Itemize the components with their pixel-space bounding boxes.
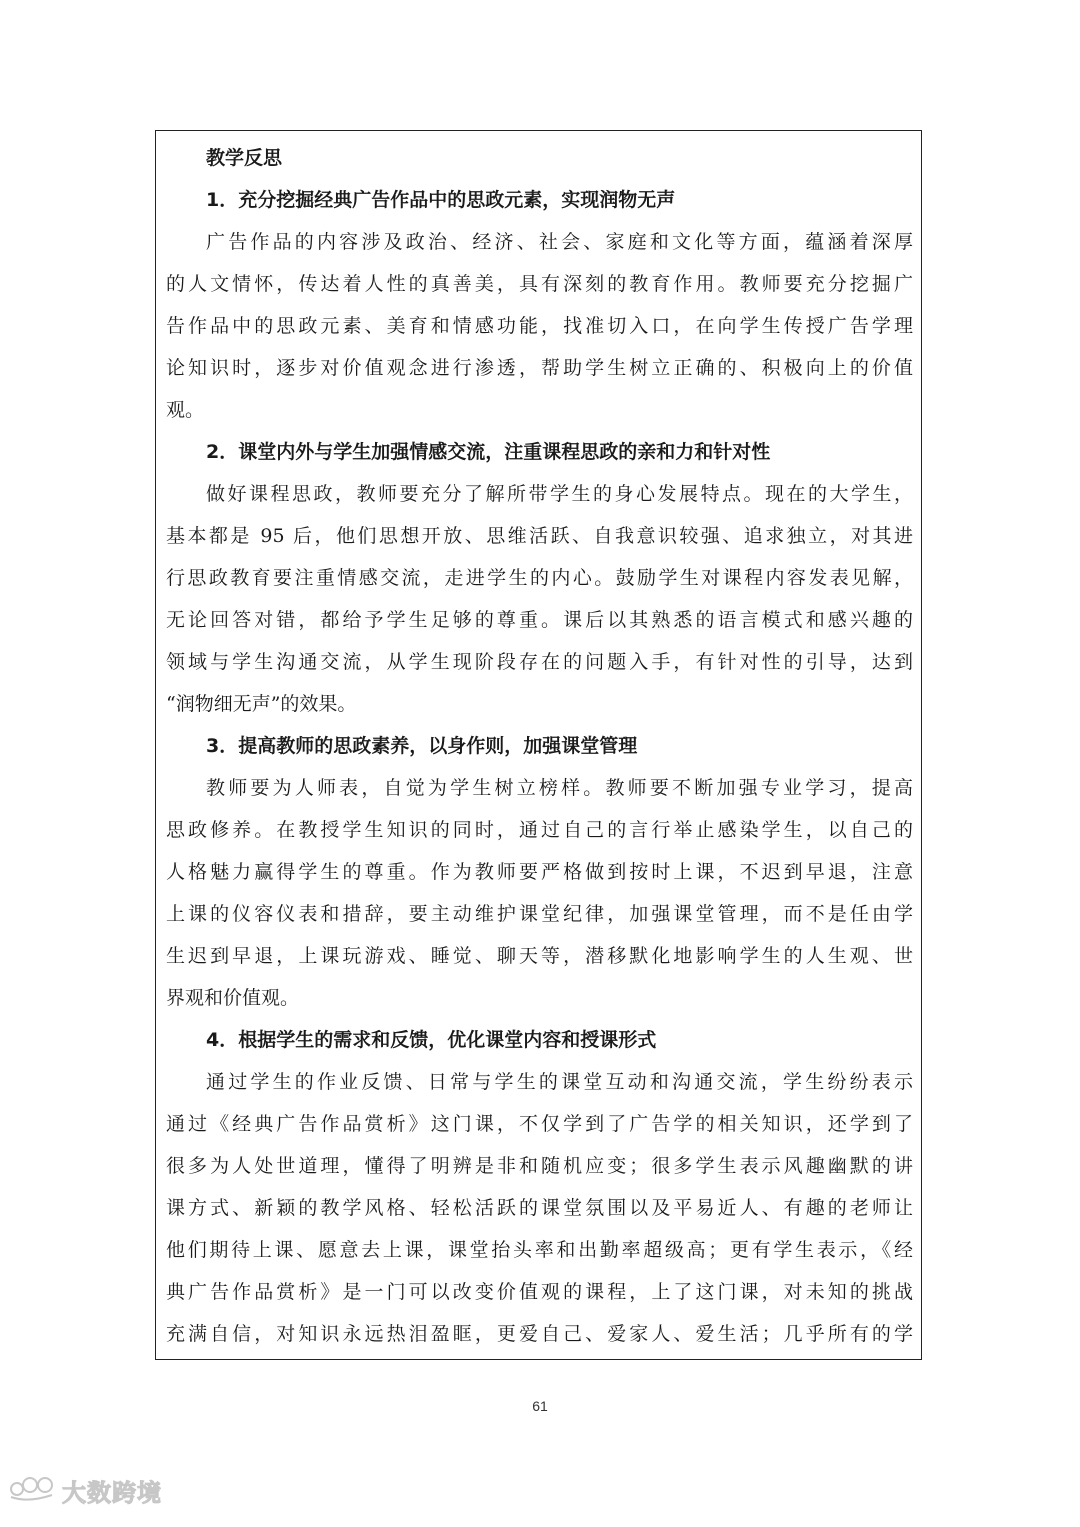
paragraph-4-line-3: 很多为人处世道理，懂得了明辨是非和随机应变；很多学生表示风趣幽默的讲 [166, 1155, 913, 1177]
heading-3: 3．提高教师的思政素养，以身作则，加强课堂管理 [206, 735, 638, 757]
paragraph-4-line-7: 充满自信，对知识永远热泪盈眶，更爱自己、爱家人、爱生活；几乎所有的学 [166, 1323, 913, 1345]
paragraph-1-line-3: 告作品中的思政元素、美育和情感功能，找准切入口，在向学生传授广告学理 [166, 315, 913, 337]
paragraph-2-line-4: 无论回答对错，都给予学生足够的尊重。课后以其熟悉的语言模式和感兴趣的 [166, 609, 913, 631]
section-title: 教学反思 [206, 147, 283, 169]
paragraph-2-line-1: 做好课程思政，教师要充分了解所带学生的身心发展特点。现在的大学生， [206, 483, 913, 505]
reflection-table-cell [155, 130, 922, 1360]
paragraph-4-line-2: 通过《经典广告作品赏析》这门课，不仅学到了广告学的相关知识，还学到了 [166, 1113, 913, 1135]
logo-icon [8, 1473, 56, 1507]
paragraph-4-line-4: 课方式、新颖的教学风格、轻松活跃的课堂氛围以及平易近人、有趣的老师让 [166, 1197, 913, 1219]
heading-1: 1．充分挖掘经典广告作品中的思政元素，实现润物无声 [206, 189, 676, 211]
paragraph-3-line-5: 生迟到早退，上课玩游戏、睡觉、聊天等，潜移默化地影响学生的人生观、世 [166, 945, 913, 967]
page-number: 61 [532, 1398, 548, 1414]
paragraph-3-line-2: 思政修养。在教授学生知识的同时，通过自己的言行举止感染学生，以自己的 [166, 819, 913, 841]
paragraph-2-line-5: 领域与学生沟通交流，从学生现阶段存在的问题入手，有针对性的引导，达到 [166, 651, 913, 673]
paragraph-2-line-6: “润物细无声”的效果。 [166, 693, 357, 715]
paragraph-2-line-3: 行思政教育要注重情感交流，走进学生的内心。鼓励学生对课程内容发表见解， [166, 567, 913, 589]
paragraph-4-line-1: 通过学生的作业反馈、日常与学生的课堂互动和沟通交流，学生纷纷表示 [206, 1071, 913, 1093]
paragraph-3-line-1: 教师要为人师表，自觉为学生树立榜样。教师要不断加强专业学习，提高 [206, 777, 913, 799]
paragraph-1-line-4: 论知识时，逐步对价值观念进行渗透，帮助学生树立正确的、积极向上的价值 [166, 357, 913, 379]
paragraph-1-line-2: 的人文情怀，传达着人性的真善美，具有深刻的教育作用。教师要充分挖掘广 [166, 273, 913, 295]
paragraph-3-line-3: 人格魅力赢得学生的尊重。作为教师要严格做到按时上课，不迟到早退，注意 [166, 861, 913, 883]
paragraph-1-line-1: 广告作品的内容涉及政治、经济、社会、家庭和文化等方面，蕴涵着深厚 [206, 231, 913, 253]
paragraph-3-line-4: 上课的仪容仪表和措辞，要主动维护课堂纪律，加强课堂管理，而不是任由学 [166, 903, 913, 925]
paragraph-1-line-5: 观。 [166, 399, 205, 421]
heading-4: 4．根据学生的需求和反馈，优化课堂内容和授课形式 [206, 1029, 657, 1051]
paragraph-4-line-5: 他们期待上课、愿意去上课，课堂抬头率和出勤率超级高；更有学生表示，《经 [166, 1239, 913, 1261]
heading-2: 2．课堂内外与学生加强情感交流，注重课程思政的亲和力和针对性 [206, 441, 771, 463]
reflection-content [166, 137, 913, 1355]
paragraph-4-line-6: 典广告作品赏析》是一门可以改变价值观的课程，上了这门课，对未知的挑战 [166, 1281, 913, 1303]
paragraph-2-line-2: 基本都是 95 后，他们思想开放、思维活跃、自我意识较强、追求独立，对其进 [166, 525, 913, 547]
watermark-text: 大数跨境 [62, 1478, 162, 1507]
paragraph-3-line-6: 界观和价值观。 [166, 987, 300, 1009]
watermark [8, 1470, 162, 1510]
